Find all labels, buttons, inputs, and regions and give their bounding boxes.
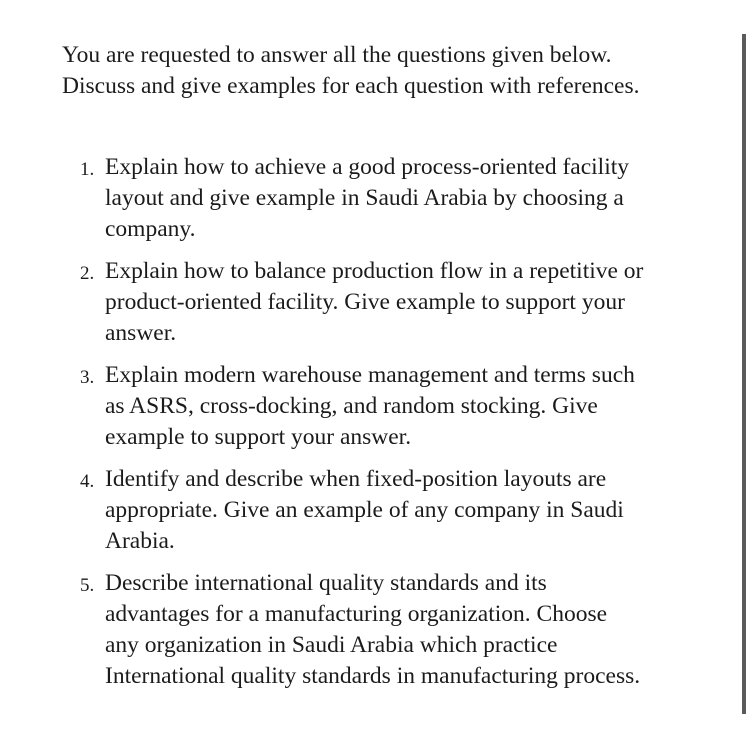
question-text: Identify and describe when fixed-position layouts are appropriate. Give an example of any company in Saudi Arabia. — [105, 466, 624, 554]
question-text: Explain modern warehouse management and terms such as ASRS, cross-docking, and random stocking. Give example to support your answer. — [105, 362, 635, 450]
question-item-1 — [80, 152, 720, 245]
question-text: Explain how to balance production flow in a repetitive or product-oriented facility. Give example to support your answer. — [105, 258, 644, 346]
instructions-paragraph — [62, 40, 712, 102]
question-number: 2. — [80, 263, 95, 284]
question-item-4 — [80, 464, 720, 557]
question-item-2 — [80, 256, 720, 349]
page-edge-divider — [742, 34, 746, 714]
question-list — [80, 152, 720, 703]
question-text: Explain how to achieve a good process-oriented facility layout and give example in Saudi Arabia by choosing a company. — [105, 154, 629, 242]
question-item-5 — [80, 568, 720, 692]
question-number: 5. — [80, 575, 95, 596]
instructions-line-1: You are requested to answer all the questions given below. — [62, 42, 612, 68]
question-text: Describe international quality standards and its advantages for a manufacturing organization. Choose any organization in Saudi Arabia which practice International quality standards in manufacturing process. — [105, 570, 641, 689]
question-item-3 — [80, 360, 720, 453]
question-number: 1. — [80, 159, 95, 180]
question-number: 4. — [80, 471, 95, 492]
question-number: 3. — [80, 367, 95, 388]
instructions-line-2: Discuss and give examples for each question with references. — [62, 73, 640, 99]
